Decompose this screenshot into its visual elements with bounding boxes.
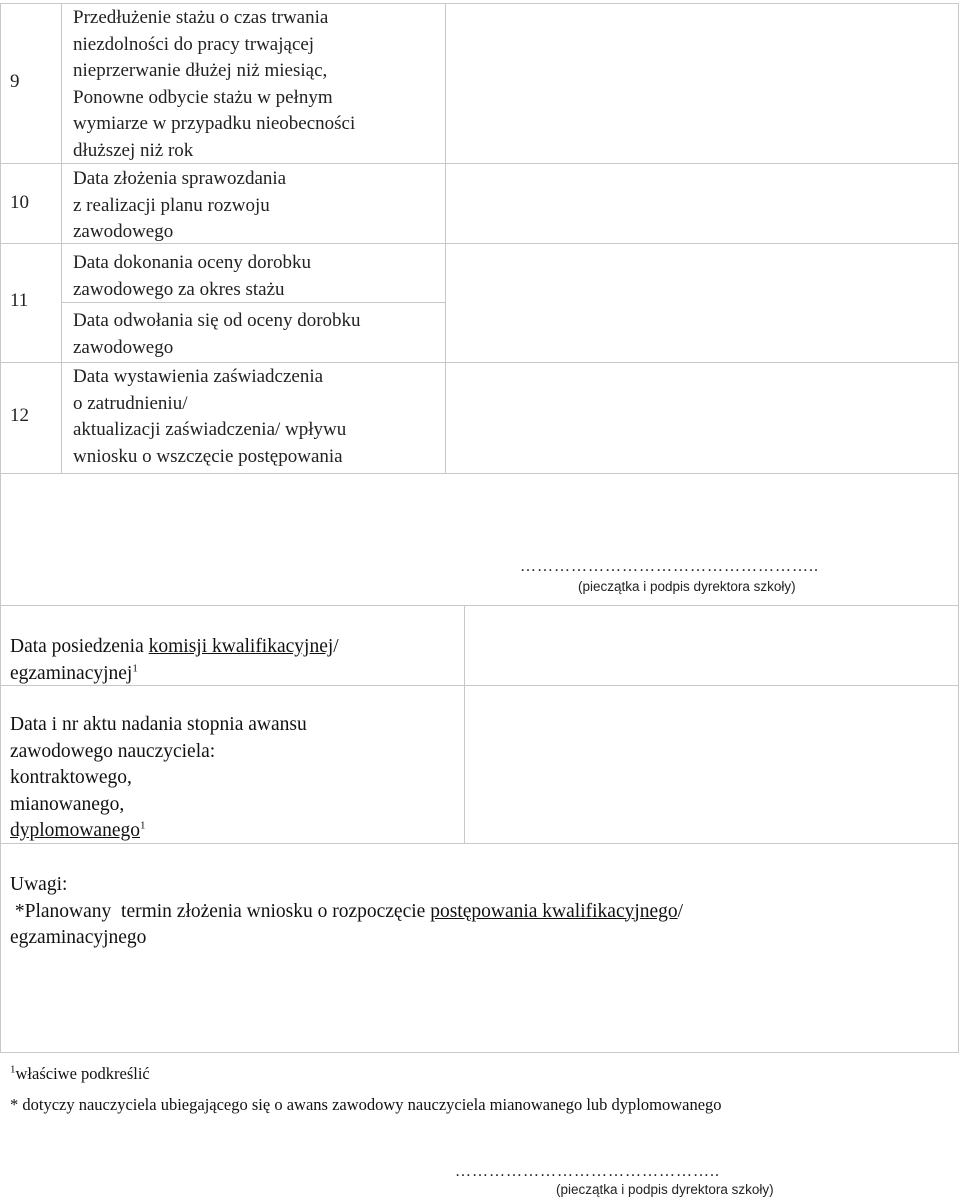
box-border-left [0, 474, 1, 605]
box-border-bottom [0, 1052, 959, 1053]
table-border-top [0, 3, 959, 4]
row-number: 9 [10, 71, 20, 92]
signature-line: …………………………………………….. [520, 558, 819, 575]
box-border-right [958, 474, 959, 605]
table-divider-value [464, 605, 465, 843]
box-border-left [0, 605, 1, 1053]
row-label: Data dokonania oceny dorobku zawodowego za okres stażu [73, 252, 311, 300]
footnote-mark: 1 [10, 1063, 16, 1076]
row-label: Data odwołania się od oceny dorobku zawodowego [73, 310, 361, 358]
box-border-right [958, 605, 959, 1053]
table-divider-num [61, 3, 62, 474]
row-number: 11 [10, 290, 29, 311]
signature-line: ……………………………………….. [455, 1163, 720, 1180]
footnote-mark: 1 [132, 662, 138, 674]
meeting-date-label: Data posiedzenia komisji kwalifikacyjnej/ egzaminacyjnej$^1$ [10, 636, 339, 684]
notes-section: Uwagi: *Planowany termin złożenia wniosku o rozpoczęcie postępowania kwalifikacyjnego/ egzaminacyjnego [10, 874, 684, 948]
table-border-left [0, 3, 1, 474]
table-border-right [958, 3, 959, 474]
notes-heading: Uwagi: [10, 874, 68, 895]
table-border-top [0, 605, 959, 606]
row-number: 12 [10, 405, 29, 426]
table-border-bottom [0, 473, 959, 474]
row-number: 10 [10, 192, 29, 213]
signature-caption: (pieczątka i podpis dyrektora szkoły) [556, 1182, 774, 1197]
row-separator [0, 362, 959, 363]
footnote-1: $^1$właściwe podkreślić [10, 1063, 150, 1083]
row-label: Data wystawienia zaświadczenia o zatrudnieniu/ aktualizacji zaświadczenia/ wpływu wniosku o wszczęcie postępowania [73, 366, 347, 467]
award-act-label: Data i nr aktu nadania stopnia awansu zawodowego nauczyciela: kontraktowego, mianowanego, dyplomowanego$^1$ [10, 714, 307, 841]
footnote-2: * dotyczy nauczyciela ubiegającego się o awans zawodowy nauczyciela mianowanego lub dyplomowanego [10, 1095, 722, 1114]
row-label: Przedłużenie stażu o czas trwania niezdolności do pracy trwającej nieprzerwanie dłużej niż miesiąc, Ponowne odbycie stażu w pełnym wymiarze w przypadku nieobecności dłuższej niż rok [73, 7, 356, 161]
footnote-mark: 1 [139, 819, 146, 832]
table-divider-value [445, 3, 446, 474]
row-label: Data złożenia sprawozdania z realizacji planu rozwoju zawodowego [73, 168, 287, 242]
signature-caption: (pieczątka i podpis dyrektora szkoły) [578, 579, 796, 594]
